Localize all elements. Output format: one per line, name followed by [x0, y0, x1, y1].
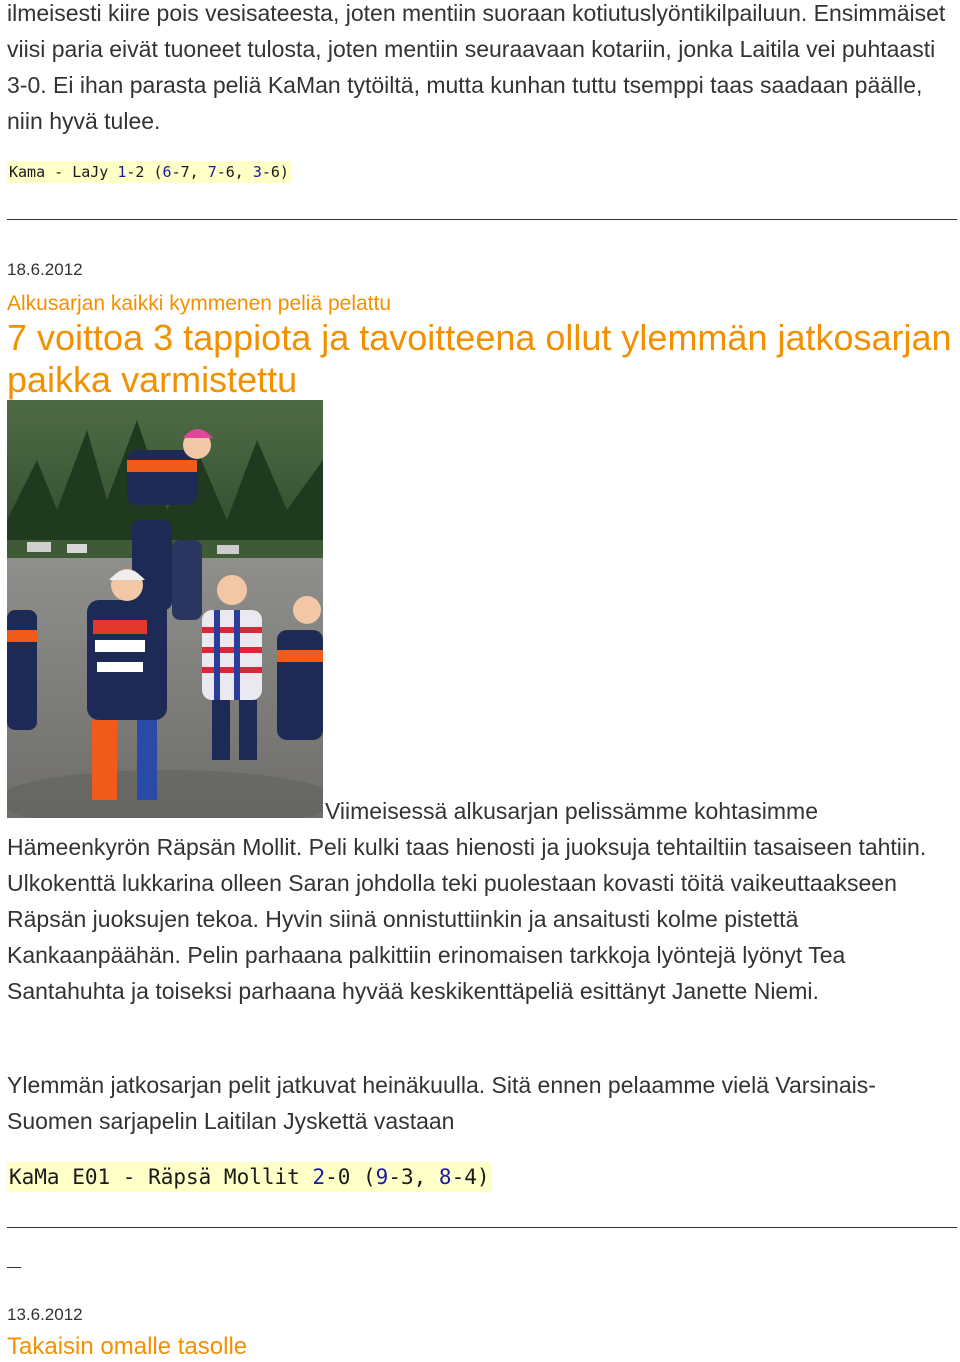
post-paragraph-1: Hämeenkyrön Räpsän Mollit. Peli kulki taas hienosti ja juoksuja tehtailtiin tasaiseen tahtiin. Ulkokenttä lukkarina olleen Saran johdolla teki puolestaan kovasti töitä vaikeuttaakseen Räpsän juoksujen tekoa. Hyvin siinä onnistuttiinkin ja ansaitusti kolme pistettä Kankaanpäähän. Pelin parhaana palkittiin erinomaisen tarkkoja lyöntejä lyönyt Tea Santahuhta ja toiseksi parhaana hyvää keskikenttäpeliä esittänyt Janette Niemi. — [7, 834, 927, 1004]
photo-caption-start: Viimeisessä alkusarjan pelissämme kohtasimme — [325, 798, 818, 824]
match-score-kama-lajy: Kama - LaJy 1-2 (6-7, 7-6, 3-6) — [9, 163, 289, 181]
match-score-kama-rapsa: KaMa E01 - Räpsä Mollit 2-0 (9-3, 8-4) — [7, 1162, 492, 1193]
intro-paragraph: ilmeisesti kiire pois vesisateesta, joten mentiin suoraan kotiutuslyöntikilpailuun. Ensimmäiset viisi paria eivät tuoneet tulosta, joten mentiin seuraavaan kotariin, jonka Laitila vei puhtaasti 3-0. Ei ihan parasta peliä KaMan tytöiltä, mutta kunhan tuttu tsemppi taas saadaan päälle, niin hyvä tulee. — [7, 0, 946, 134]
post-title-link[interactable]: Takaisin omalle tasolle — [7, 1333, 248, 1360]
divider-tail — [7, 1267, 21, 1268]
divider — [7, 219, 957, 220]
post-date: 18.6.2012 — [7, 260, 83, 279]
divider — [7, 1227, 957, 1228]
team-photo — [7, 400, 323, 818]
score-teams: KaMa E01 - Räpsä Mollit — [9, 1165, 313, 1189]
post-headline[interactable]: 7 voittoa 3 tappiota ja tavoitteena ollut ylemmän jatkosarjan paikka varmistettu — [7, 317, 952, 400]
post-subtitle[interactable]: Alkusarjan kaikki kymmenen peliä pelattu — [7, 292, 392, 315]
score-teams: Kama - LaJy — [9, 163, 109, 181]
post-date: 13.6.2012 — [7, 1305, 83, 1324]
post-paragraph-2: Ylemmän jatkosarjan pelit jatkuvat heinäkuulla. Sitä ennen pelaamme vielä Varsinais-Suomen sarjapelin Laitilan Jyskettä vastaan — [7, 1072, 876, 1134]
